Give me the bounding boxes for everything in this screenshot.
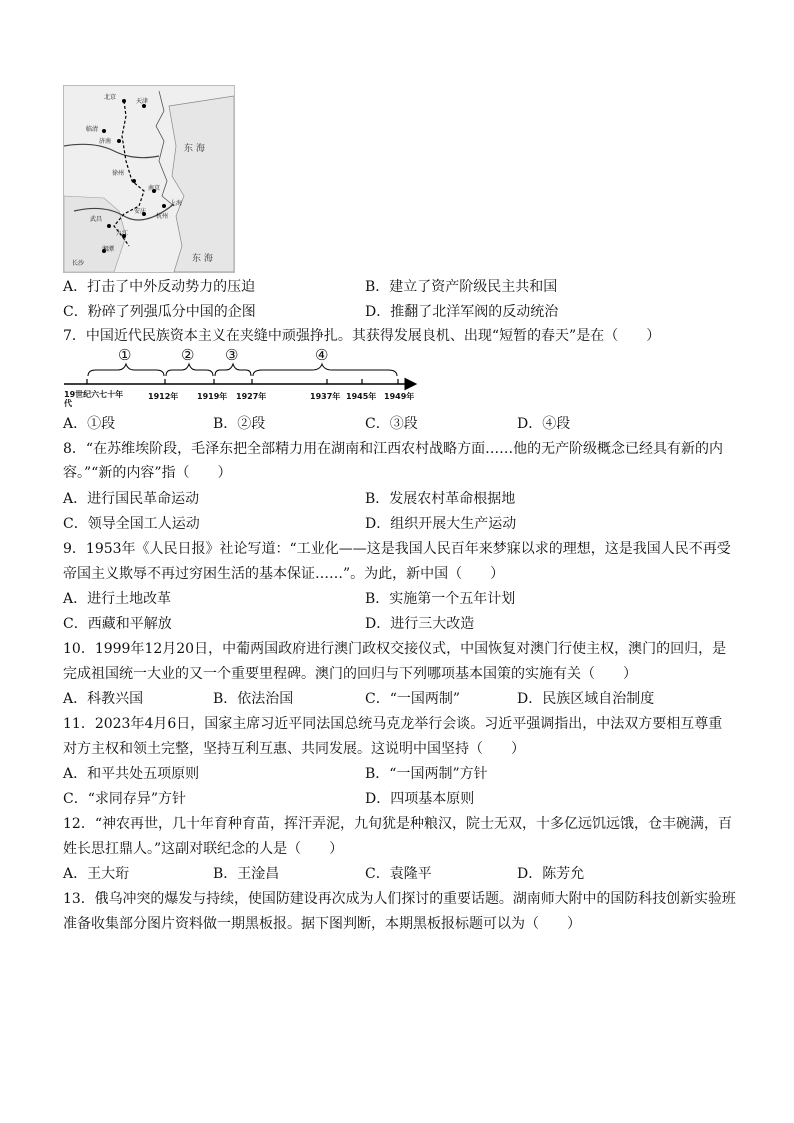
- q6-option-b: B．建立了资产阶级民主共和国: [365, 279, 558, 295]
- timeline-tick-label: 1912年: [148, 392, 179, 401]
- q13-stem-line1: 13．俄乌冲突的爆发与持续，使国防建设再次成为人们探讨的重要话题。湖南师大附中的国防科技创新实验班: [63, 891, 736, 907]
- q10-option-b: B．依法治国: [213, 691, 294, 707]
- q7-timeline: [62, 346, 422, 406]
- q6-option-a: A．打击了中外反动势力的压迫: [63, 279, 256, 295]
- q7-option-a: A．①段: [63, 416, 116, 432]
- q9-option-d: D．进行三大改造: [365, 616, 475, 632]
- timeline-segment-4: ④: [315, 346, 329, 364]
- map-place-label: 天津: [136, 98, 149, 105]
- q8-option-c: C．领导全国工人运动: [63, 516, 200, 532]
- timeline-tick-label: 1945年: [346, 392, 377, 401]
- map-place-label: 九江: [116, 230, 129, 237]
- q10-option-c: C．“一国两制”: [365, 691, 461, 707]
- map-place-label: 长沙: [72, 260, 85, 267]
- map-place-label: 南京: [148, 185, 161, 192]
- timeline-segment-1: ①: [118, 346, 132, 364]
- q10-stem-line2: 完成祖国统一大业的又一个重要里程碑。澳门的回归与下列哪项基本国策的实施有关（ ）: [63, 666, 637, 682]
- q11-option-a: A．和平共处五项原则: [63, 766, 200, 782]
- map-place-label: 武昌: [90, 216, 103, 223]
- q6-option-c: C．粉碎了列强瓜分中国的企图: [63, 304, 256, 320]
- q9-stem-line1: 9．1953年《人民日报》社论写道：“工业化——这是我国人民百年来梦寐以求的理想，这是我国人民不再受: [63, 541, 731, 557]
- q8-option-d: D．组织开展大生产运动: [365, 516, 517, 532]
- historical-route-map: [63, 85, 235, 273]
- map-place-label: 杭州: [156, 213, 169, 220]
- timeline-tick-label: 1927年: [236, 392, 267, 401]
- q7-option-d: D．④段: [517, 416, 571, 432]
- timeline-tick-label: 1937年: [310, 392, 341, 401]
- map-place-label: 北京: [104, 94, 117, 101]
- timeline-tick-label: 1949年: [384, 392, 415, 401]
- q11-option-c: C．“求同存异”方针: [63, 791, 187, 807]
- q9-option-a: A．进行土地改革: [63, 591, 172, 607]
- map-place-label: 济南: [99, 138, 112, 145]
- map-sea-label: 东 海: [192, 254, 213, 264]
- map-place-label: 临清: [86, 126, 99, 133]
- q9-option-c: C．西藏和平解放: [63, 616, 172, 632]
- q12-stem-line1: 12．“神农再世，几十年育种育苗，挥汗弄泥，九旬犹是种粮汉，院士无双，十多亿远饥远饿，仓丰碗满，百: [63, 816, 732, 832]
- q12-option-a: A．王大珩: [63, 866, 130, 882]
- q12-option-d: D．陈芳允: [517, 866, 585, 882]
- q7-option-c: C．③段: [365, 416, 418, 432]
- timeline-segment-3: ③: [225, 346, 239, 364]
- timeline-tick-label: 1919年: [197, 392, 228, 401]
- map-place-label: 徐州: [112, 170, 125, 177]
- q8-stem-line1: 8．“在苏维埃阶段，毛泽东把全部精力用在湖南和江西农村战略方面……他的无产阶级概念已经具有新的内: [63, 441, 724, 457]
- q11-stem-line2: 对方主权和领土完整，坚持互利互惠、共同发展。这说明中国坚持（ ）: [63, 741, 525, 757]
- q12-option-b: B．王淦昌: [213, 866, 280, 882]
- map-place-label: 上海: [170, 200, 183, 207]
- map-sea-label: 东 海: [184, 144, 205, 154]
- map-place-label: 安庆: [134, 208, 147, 215]
- timeline-segment-2: ②: [181, 346, 195, 364]
- q9-stem-line2: 帝国主义欺辱不再过穷困生活的基本保证……”。为此，新中国（ ）: [63, 566, 505, 582]
- q12-option-c: C．袁隆平: [365, 866, 432, 882]
- q8-stem-line2: 容。”“新的内容”指（ ）: [63, 465, 232, 481]
- q8-option-a: A．进行国民革命运动: [63, 491, 200, 507]
- q11-option-d: D．四项基本原则: [365, 791, 475, 807]
- q6-option-d: D．推翻了北洋军阀的反动统治: [365, 304, 559, 320]
- q10-option-a: A．科教兴国: [63, 691, 144, 707]
- map-place-label: 湘潭: [102, 246, 115, 253]
- q13-stem-line2: 准备收集部分图片资料做一期黑板报。据下图判断，本期黑板报标题可以为（ ）: [63, 916, 581, 932]
- timeline-tick-label: 19世纪六七十年代: [64, 390, 124, 408]
- q7-option-b: B．②段: [213, 416, 266, 432]
- q8-option-b: B．发展农村革命根据地: [365, 491, 516, 507]
- q10-stem-line1: 10．1999年12月20日，中葡两国政府进行澳门政权交接仪式，中国恢复对澳门行使主权，澳门的回归，是: [63, 641, 727, 657]
- map-drawing: [64, 86, 234, 272]
- q9-option-b: B．实施第一个五年计划: [365, 591, 516, 607]
- q11-option-b: B．“一国两制”方针: [365, 766, 488, 782]
- q12-stem-line2: 姓长思扛鼎人。”这副对联纪念的人是（ ）: [63, 841, 344, 857]
- q11-stem-line1: 11．2023年4月6日，国家主席习近平同法国总统马克龙举行会谈。习近平强调指出，中法双方要相互尊重: [63, 716, 723, 732]
- q7-stem: 7．中国近代民族资本主义在夹缝中顽强挣扎。其获得发展良机、出现“短暂的春天”是在（ ）: [63, 328, 661, 344]
- q10-option-d: D．民族区域自治制度: [517, 691, 655, 707]
